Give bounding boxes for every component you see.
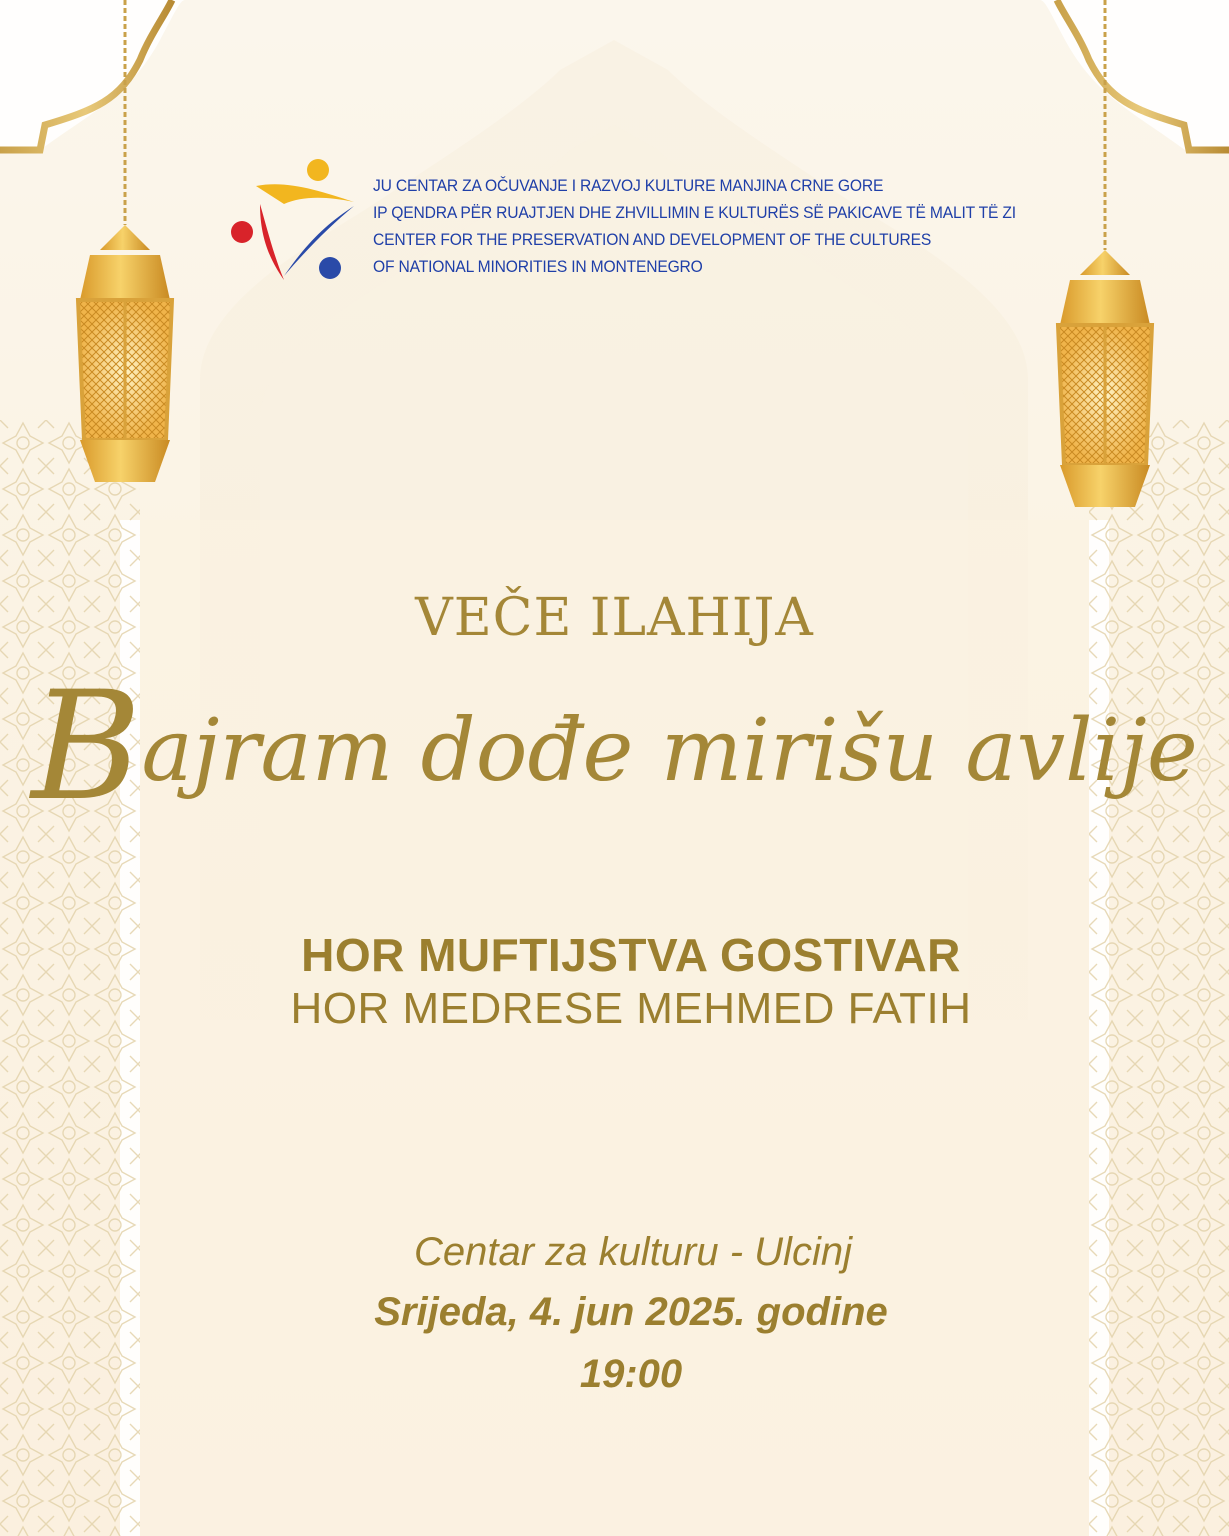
- event-subtitle: VEČE ILAHIJA: [415, 588, 814, 648]
- event-time: 19:00: [579, 1352, 683, 1396]
- event-date: Srijeda, 4. jun 2025. godine: [374, 1290, 888, 1334]
- event-title: [0, 660, 1229, 834]
- event-venue: Centar za kulturu - Ulcinj: [414, 1230, 852, 1274]
- organization-logo-block: [226, 152, 1086, 282]
- event-title-initial: B: [31, 660, 142, 834]
- choir-secondary: HOR MEDRESE MEHMED FATIH: [290, 984, 972, 1033]
- organization-name-english-line1: CENTER FOR THE PRESERVATION AND DEVELOPMENT OF THE CULTURES: [373, 230, 932, 249]
- organization-name-english-line2: OF NATIONAL MINORITIES IN MONTENEGRO: [373, 257, 703, 276]
- organization-name-montenegrin: JU CENTAR ZA OČUVANJE I RAZVOJ KULTURE MANJINA CRNE GORE: [373, 176, 884, 195]
- lantern-icon: [60, 0, 190, 490]
- event-title-rest: ajram dođe mirišu avlije: [141, 701, 1198, 801]
- choir-primary: HOR MUFTIJSTVA GOSTIVAR: [301, 929, 961, 981]
- organization-name-lines: [373, 172, 1093, 280]
- organization-name-albanian: IP QENDRA PËR RUAJTJEN DHE ZHVILLIMIN E KULTURËS SË PAKICAVE TË MALIT TË ZI: [373, 203, 1016, 222]
- minorities-center-logo-icon: [226, 152, 358, 282]
